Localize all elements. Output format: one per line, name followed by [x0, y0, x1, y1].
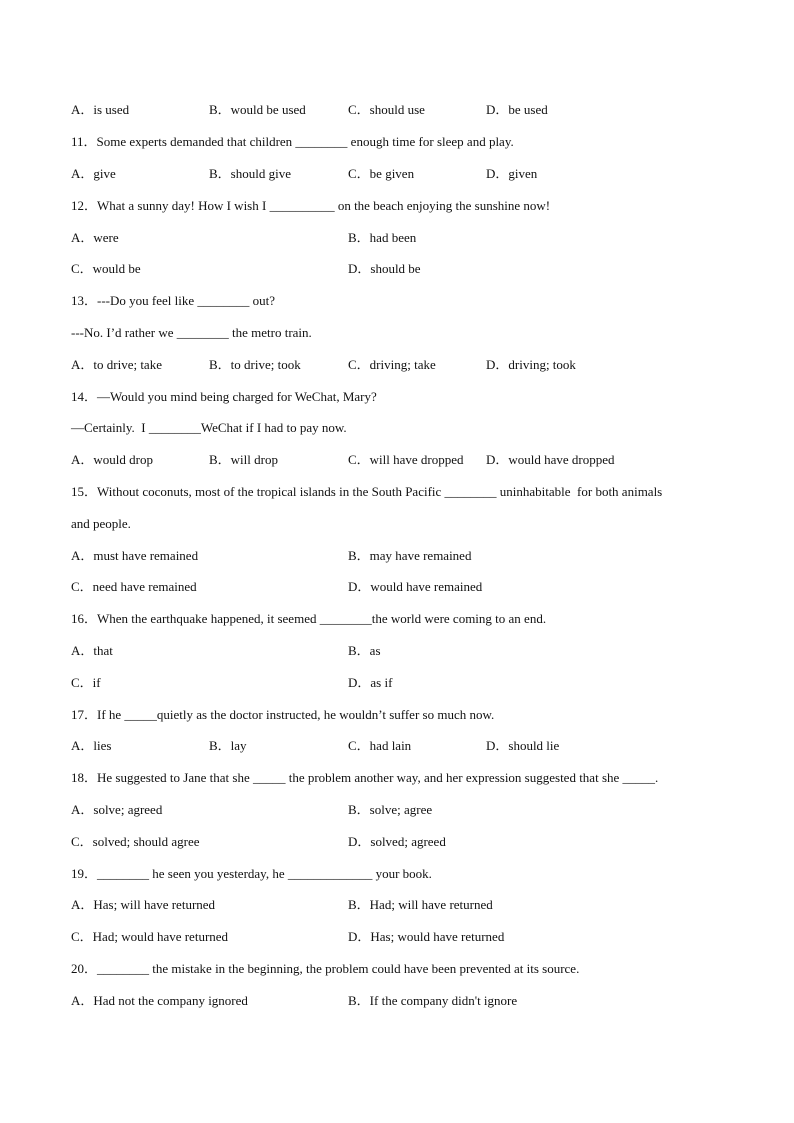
answer-option: C．should use: [348, 102, 425, 117]
answer-option: C．need have remained: [71, 579, 197, 594]
question-text: 14．—Would you mind being charged for WeChat, Mary?: [71, 389, 377, 404]
answer-option: A．were: [71, 230, 119, 245]
question-text: ---No. I’d rather we ________ the metro train.: [71, 325, 312, 340]
answer-option: A．solve; agreed: [71, 802, 163, 817]
answer-option: C．will have dropped: [348, 452, 464, 467]
answer-option: B．solve; agree: [348, 802, 433, 817]
answer-options-row: [71, 993, 731, 1009]
answer-option: B．should give: [209, 166, 291, 181]
answer-option: C．driving; take: [348, 357, 436, 372]
answer-option: C．be given: [348, 166, 415, 181]
answer-option: D．would have dropped: [486, 452, 615, 467]
answer-option: B．may have remained: [348, 548, 472, 563]
answer-option: A．lies: [71, 738, 112, 753]
answer-option: A．would drop: [71, 452, 153, 467]
answer-options-row: [71, 261, 731, 277]
answer-option: A．Has; will have returned: [71, 897, 216, 912]
answer-option: B．to drive; took: [209, 357, 301, 372]
question-text: 20．________ the mistake in the beginning, the problem could have been prevented at its source.: [71, 961, 580, 976]
answer-option: D．Has; would have returned: [348, 929, 505, 944]
question-text: 12．What a sunny day! How I wish I __________ on the beach enjoying the sunshine now!: [71, 198, 551, 213]
question-text: 19．________ he seen you yesterday, he _____________ your book.: [71, 866, 432, 881]
question-text: 15．Without coconuts, most of the tropical islands in the South Pacific ________ uninhabitable for both animals: [71, 484, 663, 499]
answer-option: C．if: [71, 675, 101, 690]
answer-option: B．If the company didn't ignore: [348, 993, 518, 1008]
answer-options-row: [71, 357, 731, 373]
answer-option: A．give: [71, 166, 116, 181]
answer-options-row: [71, 675, 731, 691]
answer-option: D．would have remained: [348, 579, 483, 594]
answer-option: D．should be: [348, 261, 421, 276]
question-text: and people.: [71, 516, 131, 531]
answer-option: A．must have remained: [71, 548, 199, 563]
answer-option: B．as: [348, 643, 381, 658]
answer-option: D．should lie: [486, 738, 560, 753]
answer-option: B．will drop: [209, 452, 278, 467]
answer-option: D．driving; took: [486, 357, 576, 372]
answer-option: A．is used: [71, 102, 130, 117]
answer-option: B．lay: [209, 738, 247, 753]
answer-option: C．Had; would have returned: [71, 929, 229, 944]
question-text: 11．Some experts demanded that children ________ enough time for sleep and play.: [71, 134, 514, 149]
answer-options-row: [71, 802, 731, 818]
answer-options-row: [71, 643, 731, 659]
answer-options-row: [71, 738, 731, 754]
answer-option: A．that: [71, 643, 113, 658]
answer-option: C．would be: [71, 261, 141, 276]
answer-options-row: [71, 452, 731, 468]
answer-options-row: [71, 230, 731, 246]
answer-option: D．solved; agreed: [348, 834, 446, 849]
question-text: 18．He suggested to Jane that she _____ the problem another way, and her expression suggested that she _____.: [71, 770, 659, 785]
answer-option: D．given: [486, 166, 538, 181]
answer-option: B．had been: [348, 230, 417, 245]
question-text: 13．---Do you feel like ________ out?: [71, 293, 275, 308]
answer-options-row: [71, 548, 731, 564]
question-text: 17．If he _____quietly as the doctor instructed, he wouldn’t suffer so much now.: [71, 707, 495, 722]
answer-option: C．solved; should agree: [71, 834, 200, 849]
answer-options-row: [71, 929, 731, 945]
answer-options-row: [71, 166, 731, 182]
answer-options-row: [71, 579, 731, 595]
question-text: 16．When the earthquake happened, it seemed ________the world were coming to an end.: [71, 611, 547, 626]
answer-option: D．be used: [486, 102, 548, 117]
answer-options-row: [71, 834, 731, 850]
answer-options-row: [71, 102, 731, 118]
answer-option: B．Had; will have returned: [348, 897, 493, 912]
question-text: —Certainly. I ________WeChat if I had to pay now.: [71, 420, 347, 435]
answer-option: A．Had not the company ignored: [71, 993, 248, 1008]
answer-option: B．would be used: [209, 102, 306, 117]
answer-option: D．as if: [348, 675, 393, 690]
answer-options-row: [71, 897, 731, 913]
answer-option: C．had lain: [348, 738, 412, 753]
answer-option: A．to drive; take: [71, 357, 162, 372]
